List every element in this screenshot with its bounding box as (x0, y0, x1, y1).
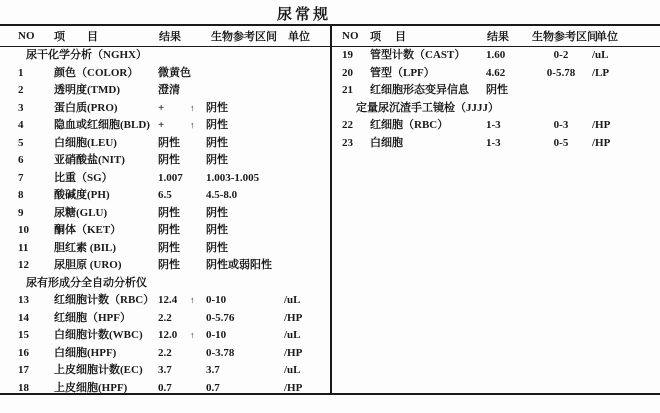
row-result: 0.7 (158, 381, 172, 393)
row-no: 23 (342, 136, 353, 149)
row-result: 阴性 (158, 154, 180, 166)
row-unit: /uL (284, 364, 301, 376)
row-unit (282, 222, 326, 240)
table-row (0, 152, 330, 170)
row-no: 11 (18, 241, 29, 254)
table-row (0, 65, 330, 83)
row-reference-range: 0-10 (206, 294, 227, 306)
row-item-name: 白细胞(HPF) (54, 346, 117, 359)
row-no: 4 (18, 119, 24, 131)
row-unit (282, 187, 326, 205)
row-reference-range: 阴性或弱阳性 (206, 259, 272, 271)
row-item-name: 管型（LPF） (370, 66, 435, 79)
row-result: 阴性 (158, 206, 180, 219)
table-row (0, 100, 330, 118)
row-reference-range: 4.5-8.0 (206, 189, 238, 201)
section-header-row (0, 47, 330, 65)
row-no: 22 (342, 119, 353, 131)
table-row (0, 222, 330, 240)
abnormal-flag-icon (522, 117, 532, 135)
abnormal-flag-icon (190, 362, 206, 380)
header-item-char1: 项 (54, 31, 65, 43)
abnormal-flag-icon: ↑ (190, 295, 195, 305)
row-unit (590, 82, 650, 100)
table-header-right (332, 26, 660, 47)
page-title: 尿常规 (276, 7, 331, 23)
row-item-name: 尿糖(GLU) (54, 206, 108, 219)
row-item-name: 白细胞 (370, 136, 403, 149)
header-result: 结果 (159, 31, 181, 43)
row-no: 1 (18, 66, 24, 79)
table-row (332, 82, 660, 100)
table-right-half (330, 26, 660, 393)
header-item-char2: 目 (395, 31, 406, 43)
row-result: 12.0 (158, 329, 178, 341)
row-unit: /uL (284, 294, 301, 306)
row-item-name: 酸碱度(PH) (54, 189, 110, 201)
row-result: 4.62 (486, 66, 506, 79)
row-item-name: 上皮细胞(HPF) (54, 381, 128, 393)
row-reference-range (532, 82, 590, 100)
table-row (0, 380, 330, 394)
row-item-name: 白细胞(LEU) (54, 136, 117, 149)
table-row (0, 362, 330, 380)
row-result: 阴性 (158, 241, 180, 254)
row-no: 17 (18, 364, 29, 376)
row-no: 14 (18, 311, 29, 324)
row-item-name: 红细胞（HPF） (54, 311, 131, 324)
row-result: 12.4 (158, 294, 178, 306)
row-unit: /LP (592, 66, 610, 79)
row-result: + (158, 119, 165, 131)
row-item-name: 蛋白质(PRO) (54, 101, 118, 114)
abnormal-flag-icon (522, 82, 532, 100)
table-row (0, 292, 330, 310)
row-no: 16 (18, 346, 29, 359)
row-no: 18 (18, 381, 29, 393)
abnormal-flag-icon: ↑ (190, 330, 195, 340)
abnormal-flag-icon (190, 187, 206, 205)
row-unit (282, 152, 326, 170)
abnormal-flag-icon: ↑ (190, 102, 195, 113)
table-row (0, 345, 330, 363)
row-result: 3.7 (158, 364, 172, 376)
row-item-name: 隐血或红细胞(BLD) (54, 119, 150, 131)
row-no: 3 (18, 101, 24, 114)
row-reference-range: 1.003-1.005 (206, 171, 260, 184)
row-unit (282, 170, 326, 188)
row-reference-range: 阴性 (206, 101, 228, 114)
row-reference-range: 0-3 (553, 119, 569, 131)
abnormal-flag-icon (190, 222, 206, 240)
row-no: 5 (18, 136, 24, 149)
row-item-name: 红细胞计数（RBC） (54, 294, 155, 306)
row-no: 6 (18, 154, 24, 166)
row-result: 1.60 (486, 49, 506, 61)
table-row (0, 257, 330, 275)
row-item-name: 颜色（COLOR） (54, 66, 139, 79)
header-unit: 单位 (288, 31, 310, 43)
table-row (332, 47, 660, 65)
abnormal-flag-icon (190, 345, 206, 363)
row-item-name: 酮体（KET） (54, 224, 122, 236)
row-result: + (158, 101, 165, 114)
header-reference: 生物参考区间 (211, 31, 277, 43)
row-unit (282, 257, 326, 275)
table-row (0, 135, 330, 153)
header-item-char2: 目 (87, 31, 98, 43)
header-reference: 生物参考区间 (532, 31, 598, 43)
abnormal-flag-icon (190, 135, 206, 153)
header-item (54, 28, 154, 44)
row-item-name: 白细胞计数(WBC) (54, 329, 143, 341)
abnormal-flag-icon (190, 257, 206, 275)
row-item-name: 胆红素 (BIL) (54, 241, 117, 254)
table-body-right (332, 47, 660, 152)
row-reference-range: 阴性 (206, 241, 228, 254)
header-result: 结果 (487, 31, 509, 43)
row-reference-range: 阴性 (206, 119, 228, 131)
section-title: 尿有形成分全自动分析仪 (26, 276, 147, 289)
abnormal-flag-icon (522, 65, 532, 83)
table-row (332, 117, 660, 135)
row-unit: /HP (592, 136, 611, 149)
row-no: 2 (18, 84, 24, 96)
row-unit (282, 117, 326, 135)
row-item-name: 尿胆原 (URO) (54, 259, 122, 271)
table-row (0, 205, 330, 223)
row-result: 6.5 (158, 189, 172, 201)
row-no: 13 (18, 294, 29, 306)
header-item (370, 28, 482, 44)
row-unit: /HP (284, 311, 303, 324)
row-result: 2.2 (158, 346, 172, 359)
row-unit (282, 100, 326, 118)
table-header-left (0, 26, 330, 47)
row-no: 12 (18, 259, 29, 271)
row-reference-range: 阴性 (206, 206, 228, 219)
table-row (0, 170, 330, 188)
row-item-name: 红细胞（RBC） (370, 119, 449, 131)
table-row (0, 310, 330, 328)
table-left-half (0, 26, 330, 393)
row-reference-range: 阴性 (206, 154, 228, 166)
row-reference-range (206, 82, 282, 100)
row-no: 9 (18, 206, 24, 219)
row-no: 21 (342, 84, 353, 96)
row-unit: /HP (284, 346, 303, 359)
abnormal-flag-icon: ↑ (190, 120, 195, 130)
results-table (0, 24, 660, 395)
row-no: 20 (342, 66, 353, 79)
abnormal-flag-icon (190, 205, 206, 223)
row-result: 阴性 (158, 224, 180, 236)
row-reference-range: 3.7 (206, 364, 220, 376)
header-no: NO (18, 30, 35, 42)
row-result: 1.007 (158, 171, 183, 184)
row-result: 微黄色 (158, 66, 191, 79)
row-reference-range: 0-10 (206, 329, 227, 341)
table-row (332, 135, 660, 153)
row-reference-range: 0.7 (206, 381, 220, 393)
table-row (0, 187, 330, 205)
abnormal-flag-icon (190, 170, 206, 188)
row-result: 阴性 (158, 136, 180, 149)
row-result: 阴性 (486, 84, 508, 96)
row-item-name: 亚硝酸盐(NIT) (54, 154, 125, 166)
abnormal-flag-icon (190, 380, 206, 394)
row-unit (282, 82, 326, 100)
row-unit (282, 240, 326, 258)
row-item-name: 透明度(TMD) (54, 84, 120, 96)
row-result: 阴性 (158, 259, 180, 271)
row-item-name: 红细胞形态变异信息 (370, 84, 469, 96)
abnormal-flag-icon (522, 135, 532, 153)
row-unit: /HP (284, 381, 303, 393)
table-body-left (0, 47, 330, 393)
section-title: 尿干化学分析（NGHX） (26, 49, 147, 61)
section-header-row (0, 275, 330, 293)
section-header-row (332, 100, 660, 118)
row-unit (282, 205, 326, 223)
abnormal-flag-icon (190, 65, 206, 83)
row-result: 2.2 (158, 311, 172, 324)
section-title: 定量尿沉渣手工镜检（JJJJ） (356, 101, 499, 114)
abnormal-flag-icon (190, 82, 206, 100)
row-reference-range: 0-5 (553, 136, 569, 149)
abnormal-flag-icon (190, 152, 206, 170)
row-item-name: 上皮细胞计数(EC) (54, 364, 143, 376)
row-unit: /HP (592, 119, 611, 131)
row-unit: /uL (592, 49, 609, 61)
abnormal-flag-icon (190, 240, 206, 258)
table-row (0, 240, 330, 258)
row-item-name: 比重（SG） (54, 171, 113, 184)
row-no: 8 (18, 189, 24, 201)
row-result: 1-3 (486, 119, 501, 131)
table-row (0, 327, 330, 345)
row-no: 10 (18, 224, 29, 236)
table-row (0, 117, 330, 135)
row-reference-range: 阴性 (206, 136, 228, 149)
header-unit: 单位 (596, 31, 618, 43)
header-no: NO (342, 30, 359, 42)
row-result: 澄清 (158, 84, 180, 96)
abnormal-flag-icon (522, 47, 532, 65)
row-unit (282, 65, 326, 83)
table-row (0, 82, 330, 100)
abnormal-flag-icon (190, 310, 206, 328)
row-no: 15 (18, 329, 29, 341)
row-reference-range (206, 65, 282, 83)
row-reference-range: 0-5.76 (206, 311, 235, 324)
row-unit (282, 135, 326, 153)
row-result: 1-3 (486, 136, 501, 149)
row-item-name: 管型计数（CAST） (370, 49, 466, 61)
table-row (332, 65, 660, 83)
row-reference-range: 阴性 (206, 224, 228, 236)
row-reference-range: 0-5.78 (546, 66, 576, 79)
row-reference-range: 0-2 (553, 49, 569, 61)
row-reference-range: 0-3.78 (206, 346, 235, 359)
row-no: 19 (342, 49, 353, 61)
header-item-char1: 项 (370, 31, 381, 43)
row-no: 7 (18, 171, 24, 184)
row-unit: /uL (284, 329, 301, 341)
